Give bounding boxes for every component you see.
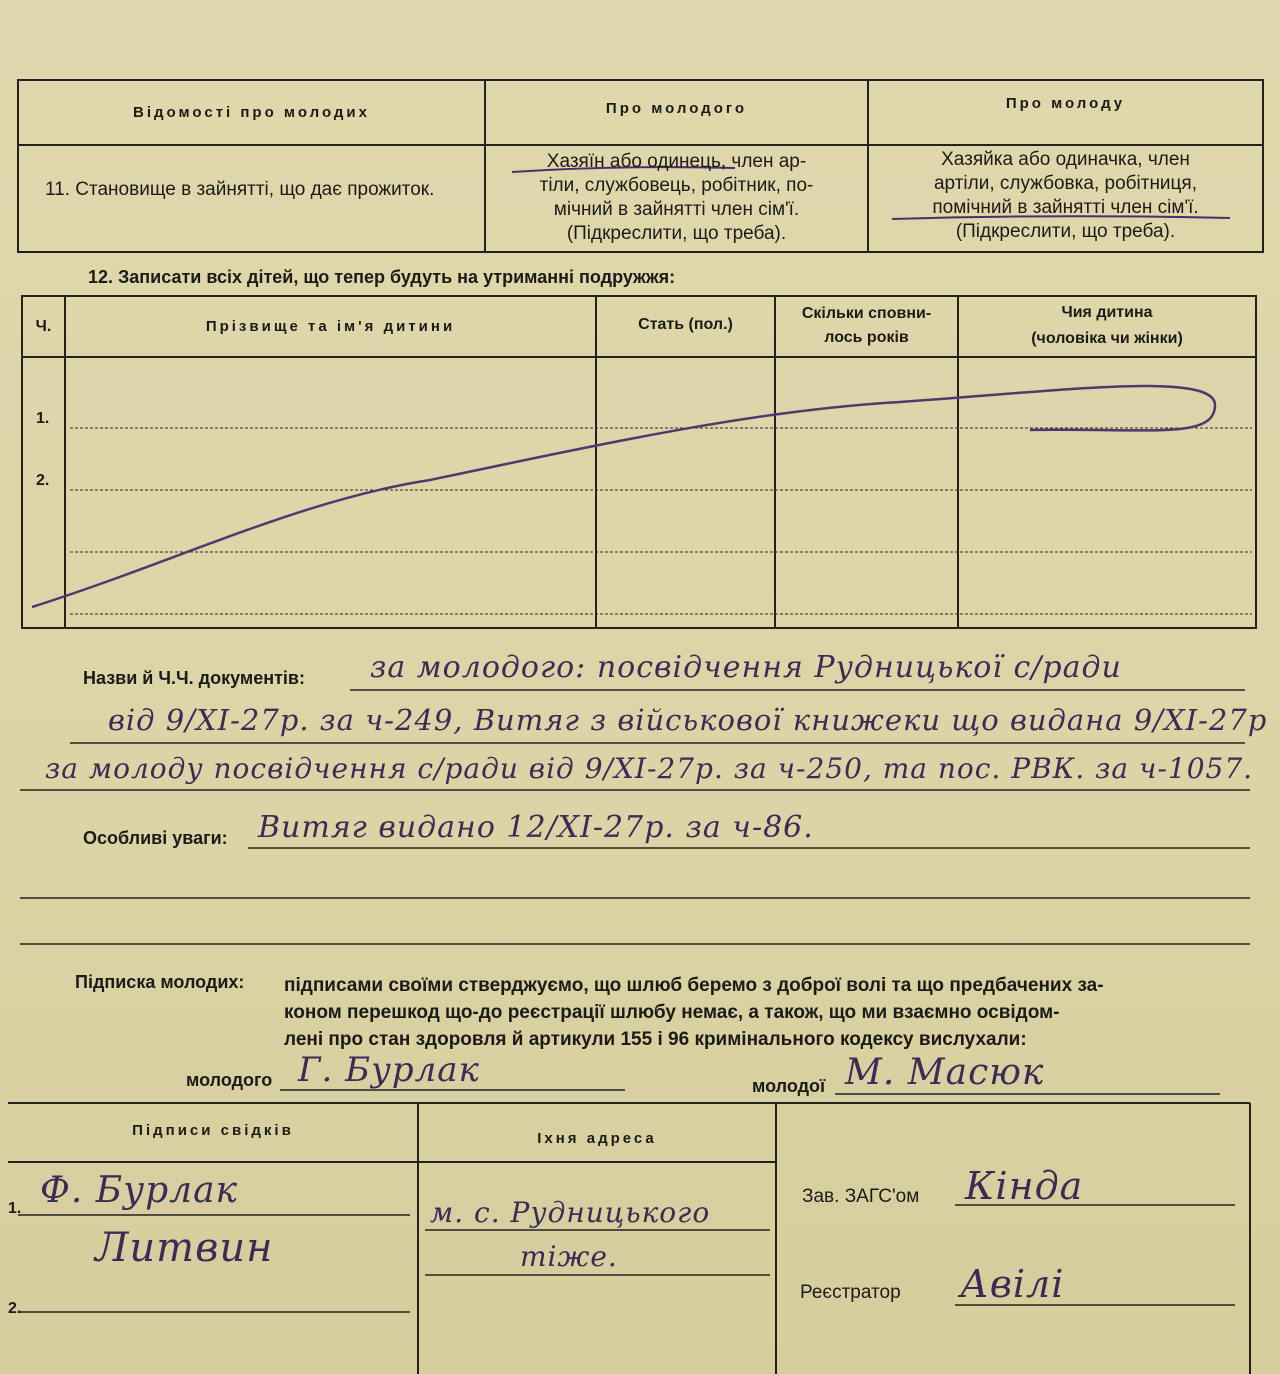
col-child-whose-line-1: Чия дитина bbox=[1061, 304, 1153, 321]
registrar-label: Реєстратор bbox=[800, 1282, 901, 1303]
declaration-line-2: коном перешкод що-до реєстрації шлюбу немає, а також, що ми взаємно освідом- bbox=[284, 1002, 1060, 1023]
bride-sign-label: молодої bbox=[752, 1076, 826, 1096]
groom-line-2: тіли, службовець, робітник, по- bbox=[539, 175, 814, 196]
witness-2-signature: Литвин bbox=[95, 1225, 274, 1271]
row11-groom-cell bbox=[490, 150, 863, 246]
bride-line-3: помічний в зайнятті член сім'ї. bbox=[932, 197, 1199, 218]
bride-line-4: (Підкреслити, що треба). bbox=[955, 221, 1176, 242]
groom-line-4: (Підкреслити, що треба). bbox=[566, 223, 787, 244]
notes-label: Особливі уваги: bbox=[83, 828, 228, 848]
declaration-line-3: лені про стан здоровля й артикули 155 і 96 кримінального кодексу вислухали: bbox=[284, 1029, 1027, 1050]
row11-label: 11. Становище в зайнятті, що дає прожиток. bbox=[45, 179, 435, 200]
groom-signature: Г. Бурлак bbox=[298, 1050, 480, 1090]
col-witness-address: Іхня адреса bbox=[537, 1130, 657, 1147]
col-number: Ч. bbox=[35, 318, 52, 335]
bride-line-1: Хазяйка або одиначка, член bbox=[941, 149, 1190, 170]
zags-head-signature: Кінда bbox=[965, 1164, 1084, 1208]
witness-row-2: 2. bbox=[8, 1300, 22, 1317]
col-child-whose bbox=[958, 300, 1256, 352]
documents-hand-line-2: від 9/XI-27р. за ч-249, Витяг з військової книжеки що видана 9/XI-27р bbox=[108, 703, 1268, 737]
col-child-sex: Стать (пол.) bbox=[638, 316, 733, 333]
children-heading: 12. Записати всіх дітей, що тепер будуть на утриманні подружжя: bbox=[88, 267, 676, 287]
groom-line-1: Хазяїн або одинець, член ар- bbox=[546, 151, 807, 172]
declaration-label: Підписка молодих: bbox=[75, 972, 245, 992]
child-row-2: 2. bbox=[36, 472, 50, 489]
witness-address-1: м. с. Рудницького bbox=[430, 1196, 711, 1229]
documents-hand-line-1: за молодого: посвідчення Рудницької с/ради bbox=[370, 650, 1122, 685]
registrar-signature: Авілі bbox=[960, 1262, 1065, 1306]
row11-bride-cell bbox=[873, 148, 1258, 244]
witness-1-signature: Ф. Бурлак bbox=[40, 1170, 239, 1211]
witness-address-2: тіже. bbox=[520, 1240, 618, 1273]
col-witness-signs: Підписи свідків bbox=[132, 1122, 294, 1139]
documents-label: Назви й Ч.Ч. документів: bbox=[83, 668, 305, 688]
zags-head-label: Зав. ЗАГС'ом bbox=[802, 1186, 920, 1207]
col-header-bride: Про молоду bbox=[1005, 95, 1126, 112]
bride-line-2: артіли, службовка, робітниця, bbox=[933, 173, 1197, 194]
declaration-text bbox=[284, 972, 1104, 1053]
declaration-line-1: підписами своїми стверджуємо, що шлюб беремо з доброї волі та що предбачених за- bbox=[284, 975, 1104, 996]
col-header-groom: Про молодого bbox=[605, 100, 748, 117]
col-child-name: Прізвище та ім'я дитини bbox=[205, 318, 456, 335]
child-row-1: 1. bbox=[36, 410, 50, 427]
strike-through-stroke bbox=[32, 386, 1215, 607]
col-child-age bbox=[775, 302, 958, 350]
groom-sign-label: молодого bbox=[186, 1070, 273, 1090]
col-child-whose-line-2: (чоловіка чи жінки) bbox=[1031, 330, 1183, 347]
notes-hand: Витяг видано 12/XI-27р. за ч-86. bbox=[258, 810, 814, 845]
documents-hand-line-3: за молоду посвідчення с/ради від 9/XI-27р. за ч-250, та пос. РВК. за ч-1057. bbox=[45, 752, 1254, 785]
col-child-age-line-2: лось років bbox=[824, 329, 909, 346]
witness-row-1: 1. bbox=[8, 1200, 22, 1217]
groom-line-3: мічний в зайнятті член сім'ї. bbox=[553, 199, 800, 220]
col-header-info: Відомості про молодих bbox=[133, 104, 370, 121]
col-child-age-line-1: Скільки сповни- bbox=[801, 305, 932, 322]
bride-signature: М. Масюк bbox=[845, 1052, 1045, 1093]
